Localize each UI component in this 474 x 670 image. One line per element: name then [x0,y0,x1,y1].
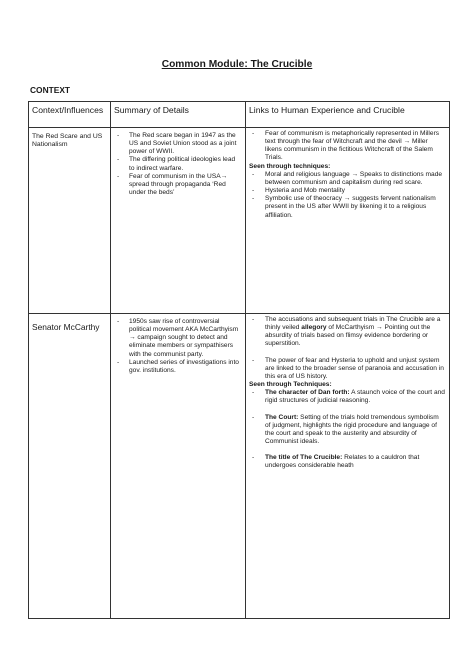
technique-name: The title of The Crucible: [265,454,343,462]
context-cell: Senator McCarthy [29,314,111,619]
header-summary: Summary of Details [111,102,246,128]
emphasis-text: allegory [301,324,327,332]
page-title: Common Module: The Crucible [161,59,313,70]
list-item: - The power of fear and Hysteria to uphold and unjust system are linked to the broader sense of paranoia and accusation in this era of US history. [249,357,446,381]
list-item: - Symbolic use of theocracy → suggests fervent nationalism present in the US after WWII by likening it to a religious affiliation. [249,195,446,219]
technique-name: The Court: [265,413,299,421]
list-item-text: of McCarthyism → Pointing out the absurdity of trials based on flimsy evidence bordering or superstition. [265,324,431,348]
list-item: - 1950s saw rise of controversial political movement AKA McCarthyism → campaign sought to detect and eliminate members or sympathisers with the communist party. [114,318,242,359]
list-item [249,316,446,349]
summary-cell [111,314,246,619]
table-row [29,128,450,314]
table-header-row [29,102,450,128]
header-links: Links to Human Experience and Crucible [246,102,450,128]
links-cell [246,314,450,619]
context-cell: The Red Scare and US Nationalism [29,128,111,314]
technique-name: The character of Dan forth: [265,389,350,397]
techniques-heading: Seen through techniques: [249,162,331,170]
list-item: - Launched series of investigations into gov. institutions. [114,359,242,375]
list-item: - Fear of communism is metaphorically represented in Millers text through the fear of Witchcraft and the devil → Miller likens communism in the fictitious Witchcraft of the Salem Trials. [249,130,446,163]
list-item: - Moral and religious language → Speaks to distinctions made between communism and capitalism during red scare. [249,171,446,187]
summary-cell [111,128,246,314]
links-cell [246,128,450,314]
section-heading: CONTEXT [30,85,71,95]
technique-text: Setting of the trials hold tremendous symbolism of judgment, highlights the rigid procedure and language of the court and speak to the austerity and absurdity of Communist ideals. [265,413,439,446]
list-item-text: The accusations and subsequent trials in The Crucible are a thinly veiled [265,316,441,332]
techniques-heading: Seen through Techniques: [249,381,332,389]
header-context: Context/Influences [29,102,111,128]
list-item: - The Red scare began in 1947 as the US and Soviet Union stood as a joint power of WWII. [114,132,242,156]
table-row [29,314,450,619]
list-item [249,454,446,470]
technique-text: A staunch voice of the court and rigid structures of judicial reasoning. [265,389,445,405]
technique-text: Relates to a cauldron that undergoes considerable heath [265,454,420,470]
list-item [249,389,446,405]
list-item: - Hysteria and Mob mentality [249,187,446,195]
list-item: - Fear of communism in the USA→ spread through propaganda ‘Red under the beds’ [114,173,242,197]
context-table [28,101,450,619]
list-item: - The differing political ideologies lead to indirect warfare. [114,156,242,172]
list-item [249,414,446,447]
